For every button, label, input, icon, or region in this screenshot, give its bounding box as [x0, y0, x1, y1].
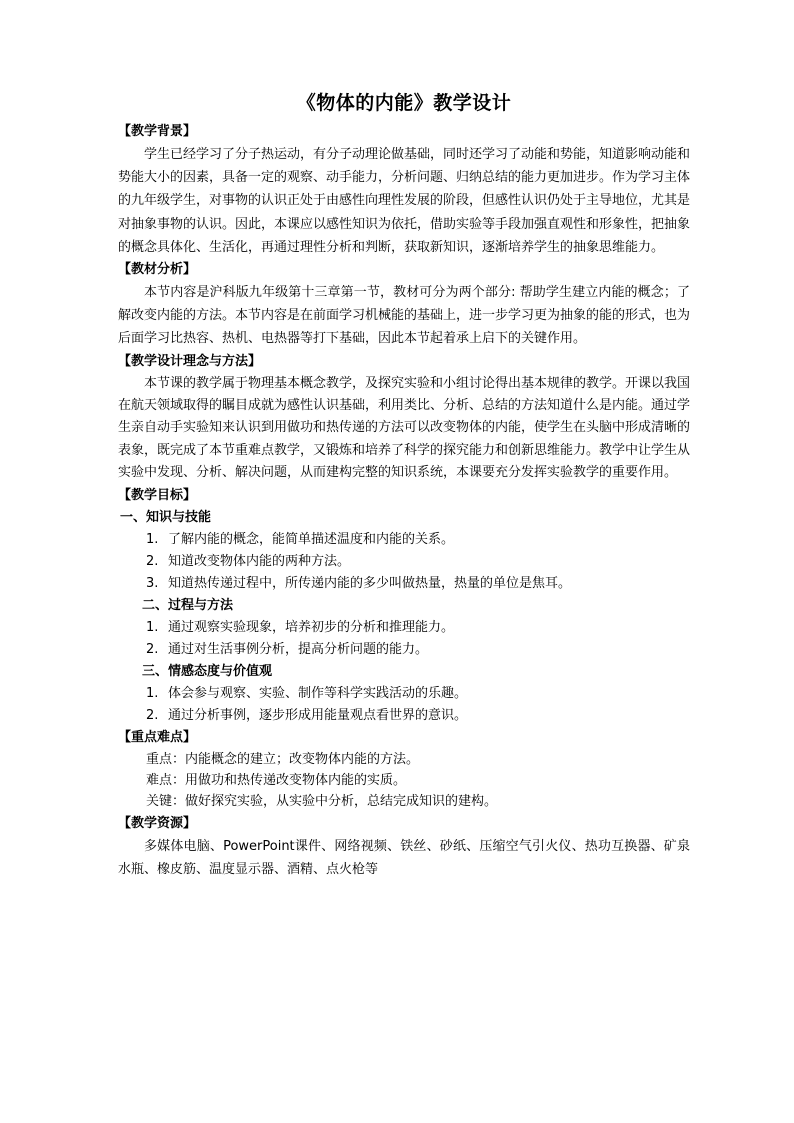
- goal-item: [118, 529, 690, 551]
- keypoint-line: 难点：用做功和热传递改变物体内能的实质。: [146, 773, 407, 789]
- goal-item-text: 通过分析事例，逐步形成用能量观点看世界的意识。: [168, 707, 468, 723]
- section-heading: 【教学资源】: [118, 815, 197, 831]
- goal-item-text: 体会参与观察、实验、制作等科学实践活动的乐趣。: [168, 685, 468, 701]
- section-heading: 【教材分析】: [118, 262, 197, 278]
- section-paragraph: 本节内容是沪科版九年级第十三章第一节，教材可分为两个部分: 帮助学生建立内能的概念；了解改变内能的方法。本节内容是在前面学习机械能的基础上，进一步学习更为抽象的能的形式，也为后面学习比热容、热机、电热器等打下基础，因此本节起着承上启下的关键作用。: [118, 285, 691, 347]
- goal-item-text: 通过对生活事例分析，提高分析问题的能力。: [168, 641, 429, 657]
- goal-item: [118, 617, 690, 639]
- section-resources: [118, 813, 690, 881]
- goal-item: [118, 683, 690, 705]
- section-heading: 【重点难点】: [118, 729, 197, 745]
- goal-item-text: 了解内能的概念，能简单描述温度和内能的关系。: [168, 531, 455, 547]
- goal-item: [118, 639, 690, 661]
- section-paragraph: 多媒体电脑、PowerPoint课件、网络视频、铁丝、砂纸、压缩空气引火仪、热功互换器、矿泉水瓶、橡皮筋、温度显示器、酒精、点火枪等: [118, 838, 690, 878]
- section-keypoints: [118, 727, 690, 813]
- goal-group-title: 三、情感态度与价值观: [142, 663, 273, 679]
- goal-item-text: 知道改变物体内能的两种方法。: [168, 553, 351, 569]
- section-heading: 【教学背景】: [118, 124, 197, 139]
- goal-item-number: 3.: [146, 575, 159, 591]
- goal-group-title: 二、过程与方法: [142, 597, 234, 613]
- section-goals: [118, 485, 690, 727]
- section-concept: [118, 351, 690, 485]
- section-paragraph: 本节课的教学属于物理基本概念教学，及探究实验和小组讨论得出基本规律的教学。开课以我国在航天领域取得的瞩目成就为感性认识基础，利用类比、分析、总结的方法知道什么是内能。通过学生亲自动手实验知来认识到用做功和热传递的方法可以改变物体的内能，使学生在头脑中形成清晰的表象，既完成了本节重难点教学，又锻炼和培养了科学的探究能力和创新思维能力。教学中让学生从实验中发现、分析、解决问题，从而建构完整的知识系统，本课要充分发挥实验教学的重要作用。: [118, 375, 691, 481]
- section-background: [118, 121, 690, 259]
- document-title: 《物体的内能》教学设计: [296, 92, 512, 114]
- goal-item-number: 1.: [146, 619, 159, 635]
- section-paragraph: 学生已经学习了分子热运动，有分子动理论做基础，同时还学习了动能和势能，知道影响动能和势能大小的因素，具备一定的观察、动手能力，分析问题、归纳总结的能力更加进步。作为学习主体的九年级学生，对事物的认识正处于由感性向理性发展的阶段，但感性认识仍处于主导地位，尤其是对抽象事物的认识。因此，本课应以感性知识为依托，借助实验等手段加强直观性和形象性，把抽象的概念具体化、生活化，再通过理性分析和判断，获取新知识，逐渐培养学生的抽象思维能力。: [118, 147, 691, 255]
- goal-item-number: 2.: [146, 553, 159, 569]
- keypoint-line: 关键：做好探究实验，从实验中分析，总结完成知识的建构。: [146, 794, 498, 810]
- goal-item-number: 2.: [146, 707, 159, 723]
- goal-item: [118, 705, 690, 727]
- goal-item: [118, 573, 690, 595]
- document-page: [118, 88, 690, 881]
- goal-item-text: 通过观察实验现象，培养初步的分析和推理能力。: [168, 619, 455, 635]
- section-heading: 【教学目标】: [118, 487, 197, 503]
- goal-item-number: 1.: [146, 685, 159, 701]
- goal-group-title: 一、知识与技能: [120, 509, 212, 525]
- goal-item-text: 知道热传递过程中，所传递内能的多少叫做热量，热量的单位是焦耳。: [168, 575, 572, 591]
- goal-item-number: 1.: [146, 531, 159, 547]
- keypoint-line: 重点：内能概念的建立；改变物体内能的方法。: [146, 751, 420, 767]
- section-analysis: [118, 259, 690, 351]
- goal-item: [118, 551, 690, 573]
- goal-item-number: 2.: [146, 641, 159, 657]
- section-heading: 【教学设计理念与方法】: [118, 353, 262, 369]
